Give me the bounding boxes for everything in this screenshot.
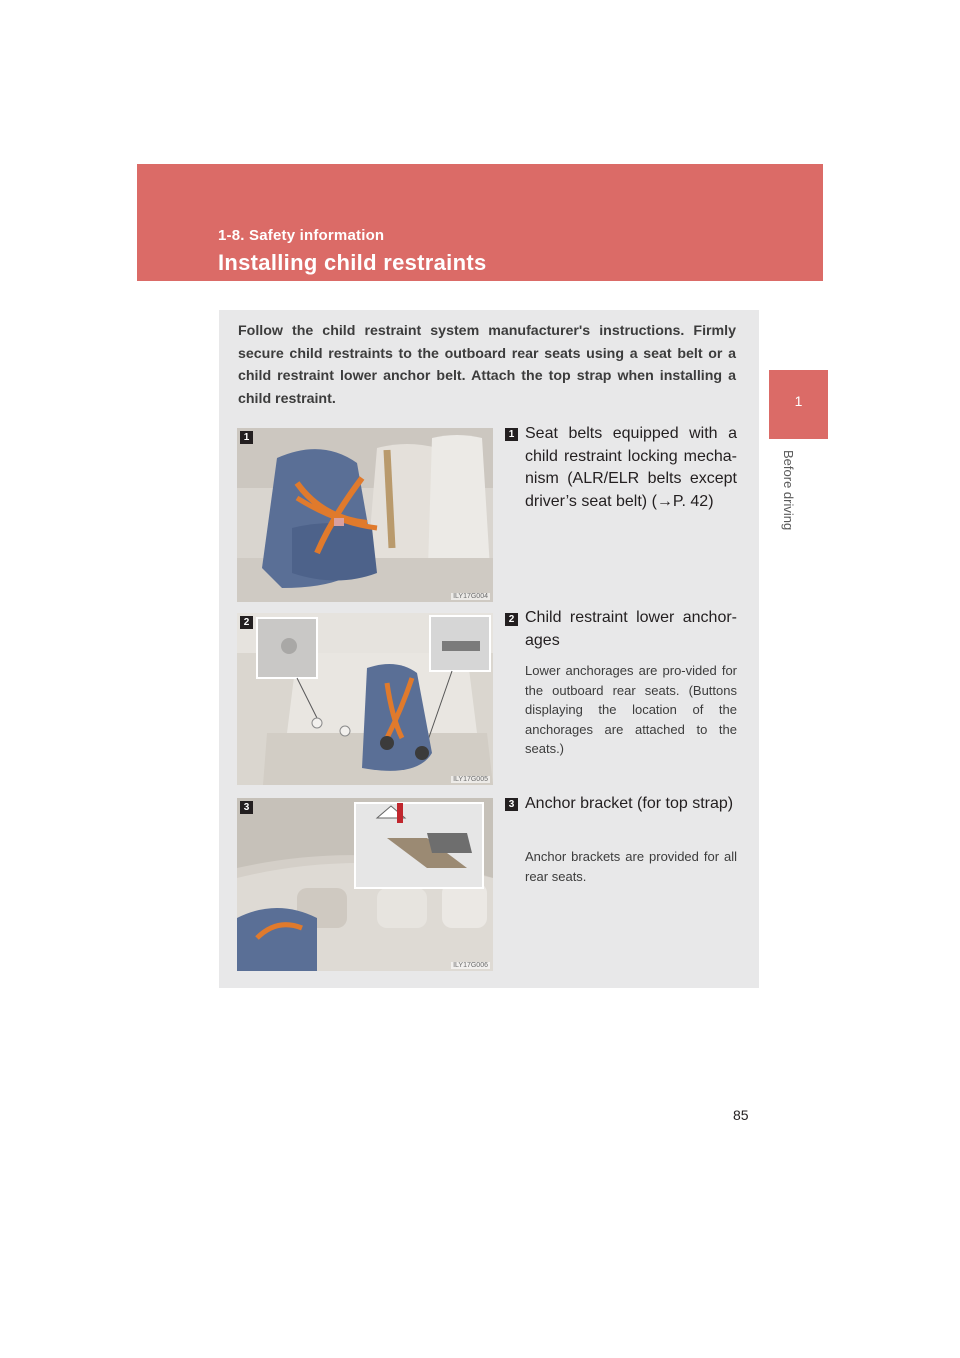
item-description: Anchor brackets are provided for all rear seats. — [525, 849, 737, 884]
figure-code: ILY17G004 — [453, 593, 488, 600]
child-seat-illustration — [237, 428, 493, 602]
chapter-label — [782, 450, 796, 540]
item-badge: 1 — [505, 428, 518, 441]
figure-badge: 2 — [240, 616, 253, 629]
page-number: 85 — [733, 1107, 749, 1123]
page-title: Installing child restraints — [218, 250, 487, 275]
figure-code: ILY17G006 — [453, 962, 488, 969]
item-badge: 2 — [505, 613, 518, 626]
section-label: 1-8. Safety information — [218, 227, 385, 244]
item-description: Lower anchorages are pro-vided for the outboard rear seats. (Buttons displaying the location of the anchorages are attached to the seats.) — [525, 663, 737, 756]
header-band — [137, 164, 823, 281]
figure-badge: 1 — [240, 431, 253, 444]
figure-lower-anchorages — [237, 613, 493, 785]
lower-anchorage-illustration — [237, 613, 493, 785]
item-title: Child restraint lower anchor-ages — [525, 609, 737, 649]
content-panel — [219, 310, 759, 988]
chapter-label-text: Before driving — [781, 450, 796, 531]
intro-paragraph: Follow the child restraint system manufacturer's instructions. Firmly secure child restraints to the outboard rear seats using a seat belt or a child restraint lower anchor belt. Attach the top strap when installing a child restraint. — [238, 323, 736, 407]
figure-child-seat-belt — [237, 428, 493, 602]
figure-code: ILY17G005 — [453, 776, 488, 783]
item-badge: 3 — [505, 798, 518, 811]
chapter-number: 1 — [794, 393, 803, 409]
item-title: Anchor bracket (for top strap) — [525, 795, 734, 812]
chapter-tab[interactable] — [769, 370, 828, 439]
anchor-bracket-illustration — [237, 798, 493, 971]
item-title: Seat belts equipped with a child restraint locking mecha-nism (ALR/ELR belts except driver’s seat belt) (→P. 42) — [525, 425, 737, 510]
figure-badge: 3 — [240, 801, 253, 814]
figure-anchor-bracket — [237, 798, 493, 971]
